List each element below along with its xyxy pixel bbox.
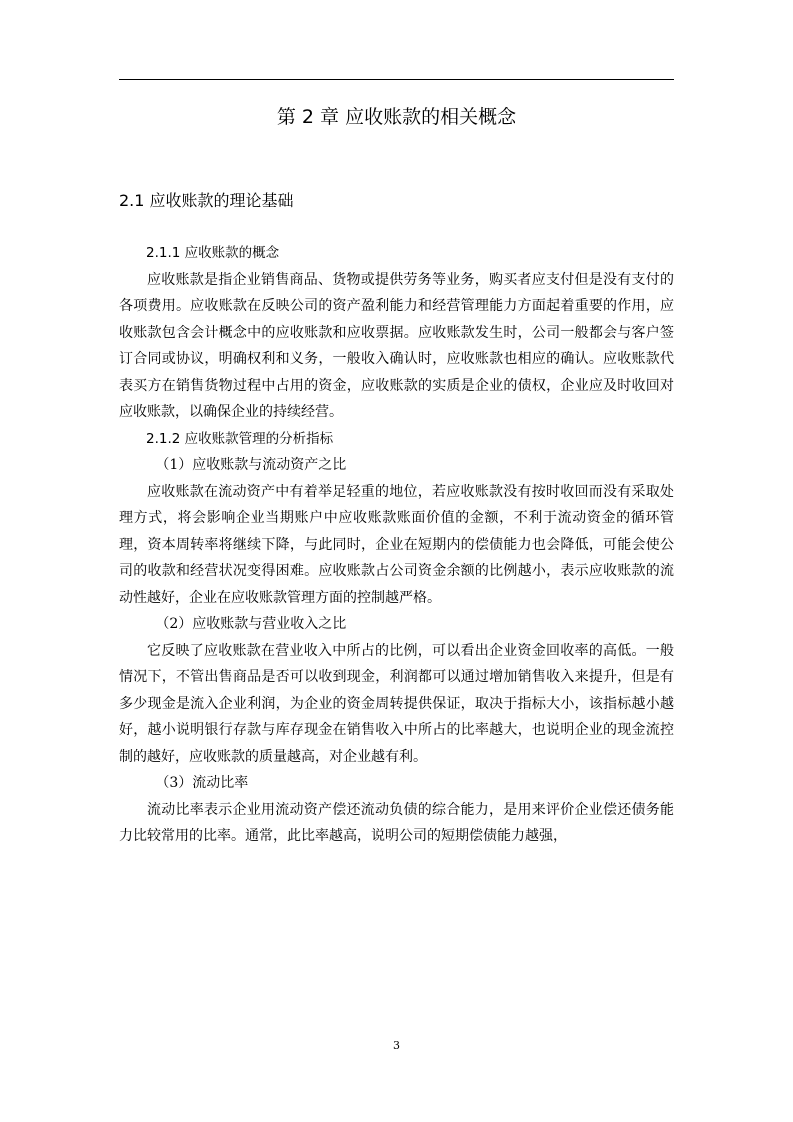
- chapter-title: 第 2 章 应收账款的相关概念: [276, 106, 517, 128]
- subsection-heading-2-1-1: 2.1.1 应收账款的概念: [146, 245, 280, 261]
- item-title-2: （2）应收账款与营业收入之比: [155, 616, 347, 632]
- paragraph-item-3: 流动比率表示企业用流动资产偿还流动负债的综合能力，是用来评价企业偿还债务能力比较常用的比率。通常，此比率越高，说明公司的短期偿债能力越强，: [119, 801, 674, 844]
- page-number: 3: [393, 1039, 400, 1052]
- paragraph-receivables-concept: 应收账款是指企业销售商品、货物或提供劳务等业务，购买者应支付但是没有支付的各项费用。应收账款在反映公司的资产盈利能力和经营管理能力方面起着重要的作用，应收账款包含会计概念中的应收账款和应收票据。应收账款发生时，公司一般都会与客户签订合同或协议，明确权利和义务，一般收入确认时，应收账款也相应的确认。应收账款代表买方在销售货物过程中占用的资金，应收账款的实质是企业的债权，企业应及时收回对应收账款，以确保企业的持续经营。: [119, 271, 674, 420]
- body-text: [119, 240, 674, 850]
- section-title: 2.1 应收账款的理论基础: [119, 191, 294, 210]
- item-title-1: （1）应收账款与流动资产之比: [155, 457, 347, 473]
- subsection-heading-2-1-2: 2.1.2 应收账款管理的分析指标: [146, 430, 334, 447]
- paragraph-item-1: 应收账款在流动资产中有着举足轻重的地位，若应收账款没有按时收回而没有采取处理方式，将会影响企业当期账户中应收账款账面价值的金额，不利于流动资金的循环管理，资本周转率将继续下降，与此同时，企业在短期内的偿债能力也会降低，可能会使公司的收款和经营状况变得困难。应收账款占公司资金余额的比例越小，表示应收账款的流动性越好，企业在应收账款管理方面的控制越严格。: [119, 483, 674, 606]
- header-rule: [119, 79, 674, 80]
- item-title-3: （3）流动比率: [155, 775, 249, 791]
- paragraph-item-2: 它反映了应收账款在营业收入中所占的比例，可以看出企业资金回收率的高低。一般情况下，不管出售商品是否可以收到现金，利润都可以通过增加销售收入来提升，但是有多少现金是流入企业利润，为企业的资金周转提供保证，取决于指标大小，该指标越小越好，越小说明银行存款与库存现金在销售收入中所占的比率越大，也说明企业的现金流控制的越好，应收账款的质量越高，对企业越有利。: [119, 642, 674, 765]
